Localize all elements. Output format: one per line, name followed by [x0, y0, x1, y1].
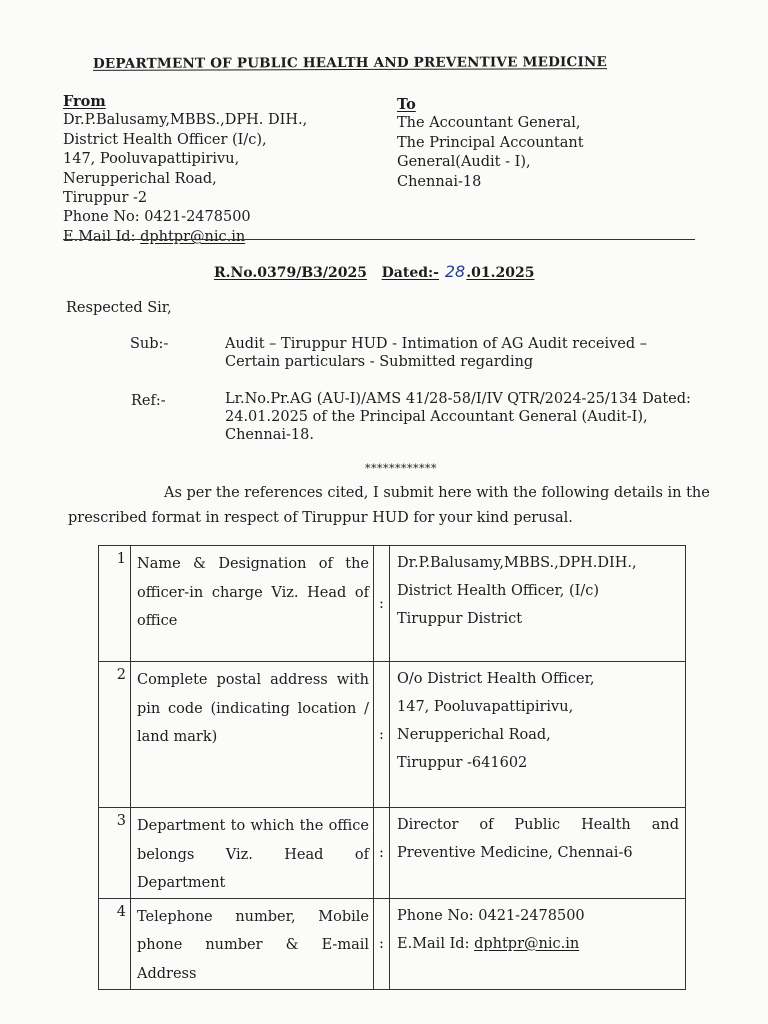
salutation: Respected Sir, — [66, 300, 172, 316]
dated-label: Dated:- — [381, 265, 439, 281]
from-email-link[interactable]: dphtpr@nic.in — [140, 228, 246, 245]
value-line: Phone No: 0421-2478500 — [397, 907, 585, 924]
row-value — [390, 546, 686, 662]
from-email — [63, 228, 307, 247]
value-line: Nerupperichal Road, — [397, 727, 551, 743]
row-colon: : — [374, 662, 390, 808]
row-number: 3 — [99, 808, 131, 899]
row-description: Complete postal address with pin code (indicating location / land mark) — [131, 662, 374, 808]
separator: ************ — [365, 462, 437, 475]
body-paragraph-text: As per the references cited, I submit here with the following details in the prescribed format in respect of Tiruppur HUD for your kind perusal. — [68, 485, 710, 526]
header-divider — [63, 239, 695, 240]
value-line: Director of Public Health and — [397, 817, 679, 833]
value-line: Tiruppur -641602 — [397, 755, 528, 771]
value-line: Preventive Medicine, Chennai-6 — [397, 845, 633, 861]
row-number: 4 — [99, 898, 131, 989]
row-number: 2 — [99, 662, 131, 808]
ref-label: Ref:- — [131, 393, 166, 409]
to-line: Chennai-18 — [397, 173, 482, 190]
handwritten-date: 28 — [444, 262, 466, 281]
from-email-label: E.Mail Id: — [63, 228, 136, 245]
row-description: Name & Designation of the officer-in charge Viz. Head of office — [131, 546, 374, 662]
value-line: Dr.P.Balusamy,MBBS.,DPH.DIH., — [397, 555, 637, 571]
from-line: Phone No: 0421-2478500 — [63, 209, 251, 226]
value-line: Tiruppur District — [397, 611, 523, 627]
value-line: O/o District Health Officer, — [397, 671, 595, 687]
table-row — [99, 808, 686, 899]
to-line: The Accountant General, — [397, 115, 581, 132]
department-title: DEPARTMENT OF PUBLIC HEALTH AND PREVENTIVE MEDICINE — [92, 54, 608, 72]
from-line: Nerupperichal Road, — [63, 170, 217, 187]
row-value — [390, 898, 686, 989]
row-description: Department to which the office belongs Viz. Head of Department — [131, 808, 374, 899]
to-line: The Principal Accountant — [397, 134, 584, 151]
from-line: District Health Officer (I/c), — [63, 131, 267, 148]
value-email-link[interactable]: dphtpr@nic.in — [474, 935, 580, 952]
details-table — [98, 545, 686, 990]
value-line: District Health Officer, (I/c) — [397, 583, 600, 599]
to-line: General(Audit - I), — [397, 154, 531, 171]
body-paragraph — [68, 481, 713, 531]
row-value — [390, 808, 686, 899]
row-colon: : — [374, 808, 390, 899]
ref-text: Lr.No.Pr.AG (AU-I)/AMS 41/28-58/I/IV QTR/2024-25/134 Dated: 24.01.2025 of the Principal Accountant General (Audit-I), Chennai-18. — [225, 391, 691, 443]
dated-rest: .01.2025 — [466, 265, 535, 281]
reference-line — [214, 262, 534, 281]
row-number: 1 — [99, 546, 131, 662]
row-value — [390, 662, 686, 808]
from-line: Dr.P.Balusamy,MBBS.,DPH. DIH., — [63, 112, 308, 129]
row-description: Telephone number, Mobile phone number & E-mail Address — [131, 898, 374, 989]
reference-number: R.No.0379/B3/2025 — [214, 265, 368, 281]
from-block — [63, 92, 307, 247]
value-email-label: E.Mail Id: — [397, 935, 470, 952]
table-row — [99, 898, 686, 989]
table-row — [99, 546, 686, 662]
subject-label: Sub:- — [130, 336, 169, 352]
table-row — [99, 662, 686, 808]
from-line: 147, Pooluvapattipirivu, — [63, 151, 240, 168]
subject-text: Audit – Tiruppur HUD - Intimation of AG Audit received – Certain particulars - Submitted regarding — [225, 336, 648, 370]
value-email — [397, 930, 679, 958]
from-heading: From — [63, 93, 106, 110]
row-colon: : — [374, 898, 390, 989]
to-block — [397, 95, 584, 192]
row-colon: : — [374, 546, 390, 662]
to-heading: To — [397, 96, 416, 113]
value-line: 147, Pooluvapattipirivu, — [397, 699, 574, 715]
from-line: Tiruppur -2 — [63, 190, 148, 207]
